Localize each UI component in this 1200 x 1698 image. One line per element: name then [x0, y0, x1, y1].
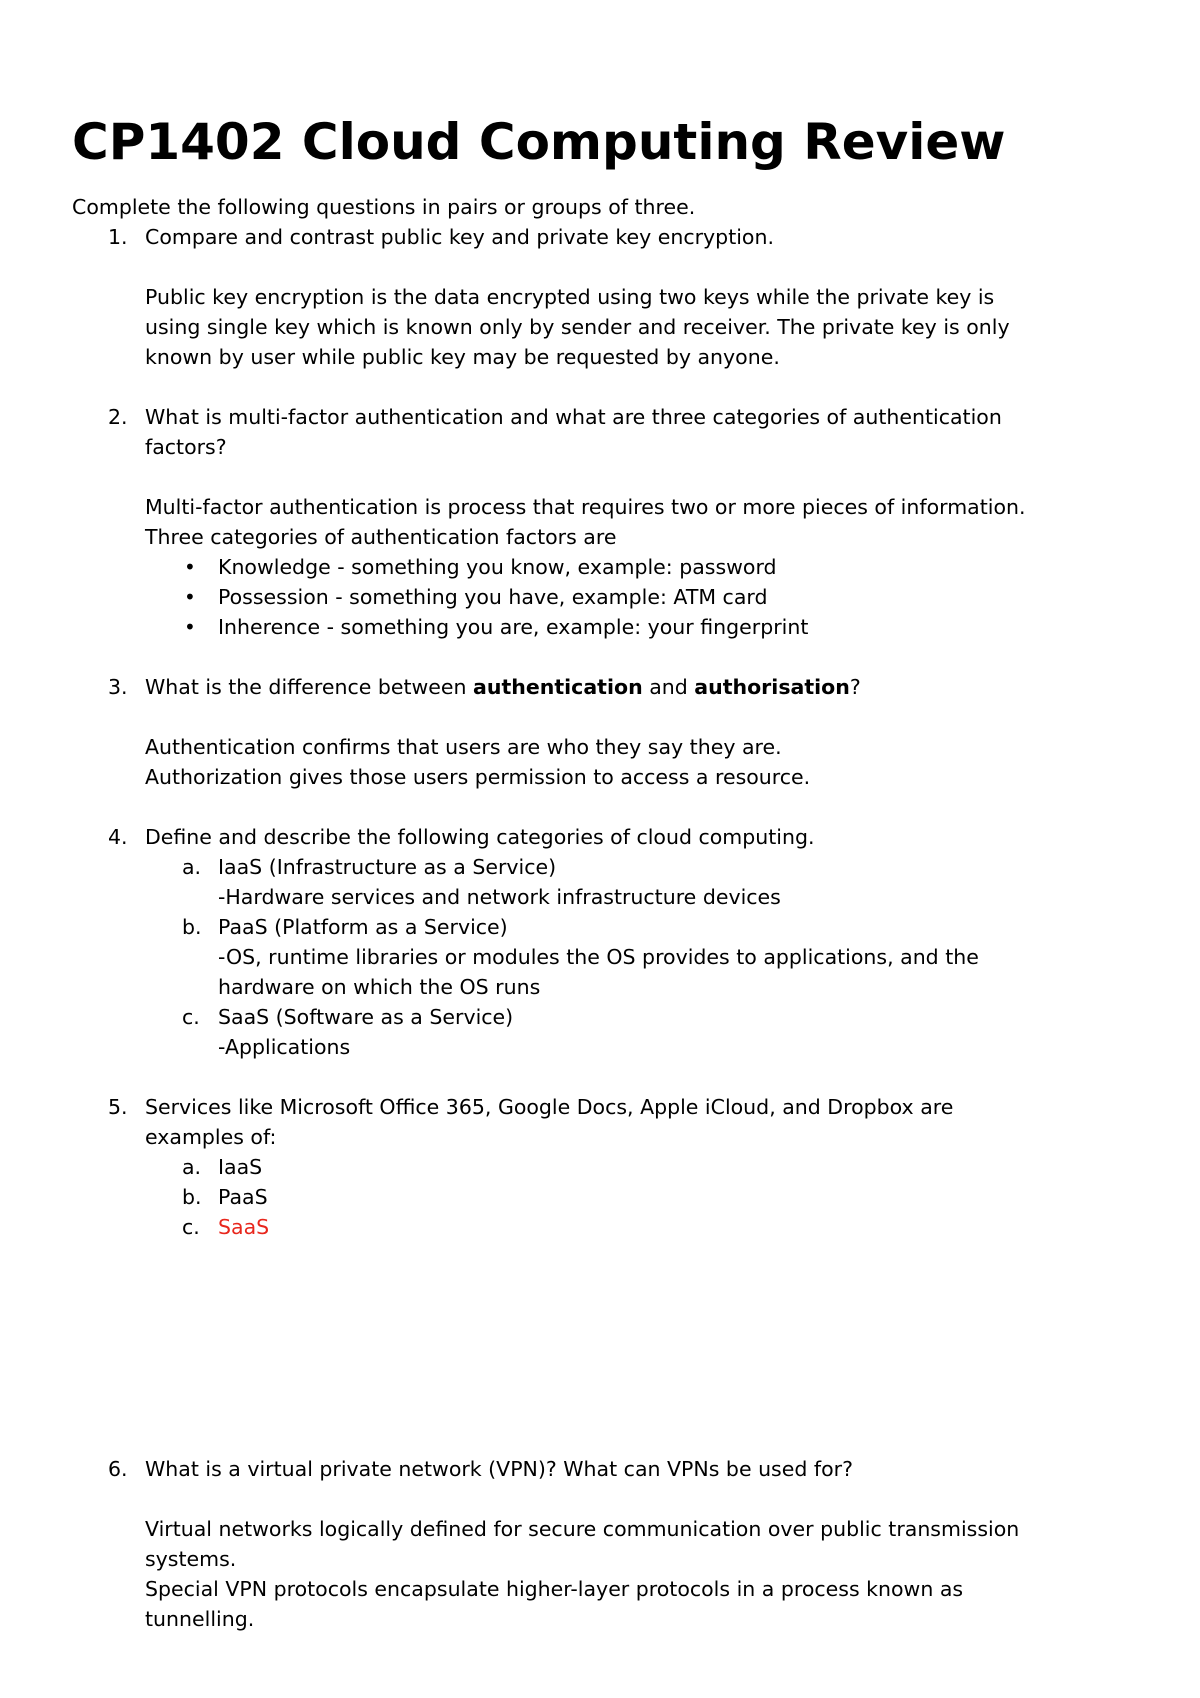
- bullet-text: Possession - something you have, example: ATM card: [218, 585, 768, 609]
- bullet-icon: •: [184, 555, 196, 579]
- question-number: 6.: [108, 1457, 128, 1481]
- answer-line: tunnelling.: [145, 1607, 255, 1631]
- page-title: CP1402 Cloud Computing Review: [72, 113, 1006, 171]
- question-2: [72, 402, 1132, 432]
- answer-line: Three categories of authentication factors are: [145, 525, 617, 549]
- sub-item-description: -OS, runtime libraries or modules the OS provides to applications, and the: [218, 945, 979, 969]
- answer-line: Multi-factor authentication is process that requires two or more pieces of information.: [145, 495, 1026, 519]
- sub-item-label: SaaS (Software as a Service): [218, 1005, 514, 1029]
- question-6: [72, 1454, 1132, 1484]
- sub-item-marker: b.: [182, 915, 202, 939]
- question-text-middle: and: [642, 675, 695, 699]
- question-text: What is multi-factor authentication and what are three categories of authentication: [145, 405, 1002, 429]
- answer-line: using single key which is known only by sender and receiver. The private key is only: [145, 315, 1010, 339]
- sub-item-iaas: [72, 852, 1132, 882]
- sub-item-paas: [72, 912, 1132, 942]
- answer-line: Special VPN protocols encapsulate higher-layer protocols in a process known as: [145, 1577, 964, 1601]
- question-number: 2.: [108, 405, 128, 429]
- option-marker: b.: [182, 1185, 202, 1209]
- intro-text: Complete the following questions in pairs or groups of three.: [72, 195, 696, 219]
- question-text: Define and describe the following categories of cloud computing.: [145, 825, 815, 849]
- option-b: [72, 1182, 1132, 1212]
- bullet-item: [72, 552, 1132, 582]
- question-text: Services like Microsoft Office 365, Google Docs, Apple iCloud, and Dropbox are: [145, 1095, 954, 1119]
- sub-item-description: -Hardware services and network infrastructure devices: [218, 885, 781, 909]
- question-text-continued: factors?: [145, 435, 227, 459]
- bullet-icon: •: [184, 615, 196, 639]
- option-label: PaaS: [218, 1185, 268, 1209]
- question-number: 5.: [108, 1095, 128, 1119]
- page-gap: [72, 1242, 1132, 1454]
- answer-line: systems.: [145, 1547, 237, 1571]
- sub-item-saas: [72, 1002, 1132, 1032]
- question-3: [72, 672, 1132, 702]
- question-number: 3.: [108, 675, 128, 699]
- question-text-suffix: ?: [849, 675, 861, 699]
- sub-item-marker: a.: [182, 855, 202, 879]
- question-text-prefix: What is the difference between: [145, 675, 474, 699]
- answer-line: Public key encryption is the data encrypted using two keys while the private key is: [145, 285, 995, 309]
- answer-line: Authentication confirms that users are who they say they are.: [145, 735, 782, 759]
- sub-item-description: -Applications: [218, 1035, 351, 1059]
- sub-item-label: IaaS (Infrastructure as a Service): [218, 855, 557, 879]
- bullet-item: [72, 612, 1132, 642]
- bullet-icon: •: [184, 585, 196, 609]
- question-text: What is a virtual private network (VPN)? What can VPNs be used for?: [145, 1457, 853, 1481]
- question-text: Compare and contrast public key and private key encryption.: [145, 225, 774, 249]
- question-text-continued: examples of:: [145, 1125, 277, 1149]
- question-4: [72, 822, 1132, 852]
- question-number: 1.: [108, 225, 128, 249]
- option-label-highlighted: SaaS: [218, 1215, 270, 1239]
- sub-item-label: PaaS (Platform as a Service): [218, 915, 508, 939]
- term-authorisation: authorisation: [694, 675, 850, 699]
- option-marker: c.: [182, 1215, 200, 1239]
- sub-item-description: hardware on which the OS runs: [218, 975, 541, 999]
- question-1: [72, 222, 1132, 252]
- option-c-selected-answer: [72, 1212, 1132, 1242]
- answer-line: Virtual networks logically defined for secure communication over public transmission: [145, 1517, 1020, 1541]
- bullet-text: Knowledge - something you know, example: password: [218, 555, 777, 579]
- question-number: 4.: [108, 825, 128, 849]
- bullet-text: Inherence - something you are, example: your fingerprint: [218, 615, 809, 639]
- document-body: [72, 192, 1132, 1634]
- option-a: [72, 1152, 1132, 1182]
- bullet-item: [72, 582, 1132, 612]
- sub-item-marker: c.: [182, 1005, 200, 1029]
- question-5: [72, 1092, 1132, 1122]
- answer-line: known by user while public key may be requested by anyone.: [145, 345, 780, 369]
- option-label: IaaS: [218, 1155, 263, 1179]
- term-authentication: authentication: [473, 675, 643, 699]
- answer-line: Authorization gives those users permission to access a resource.: [145, 765, 811, 789]
- option-marker: a.: [182, 1155, 202, 1179]
